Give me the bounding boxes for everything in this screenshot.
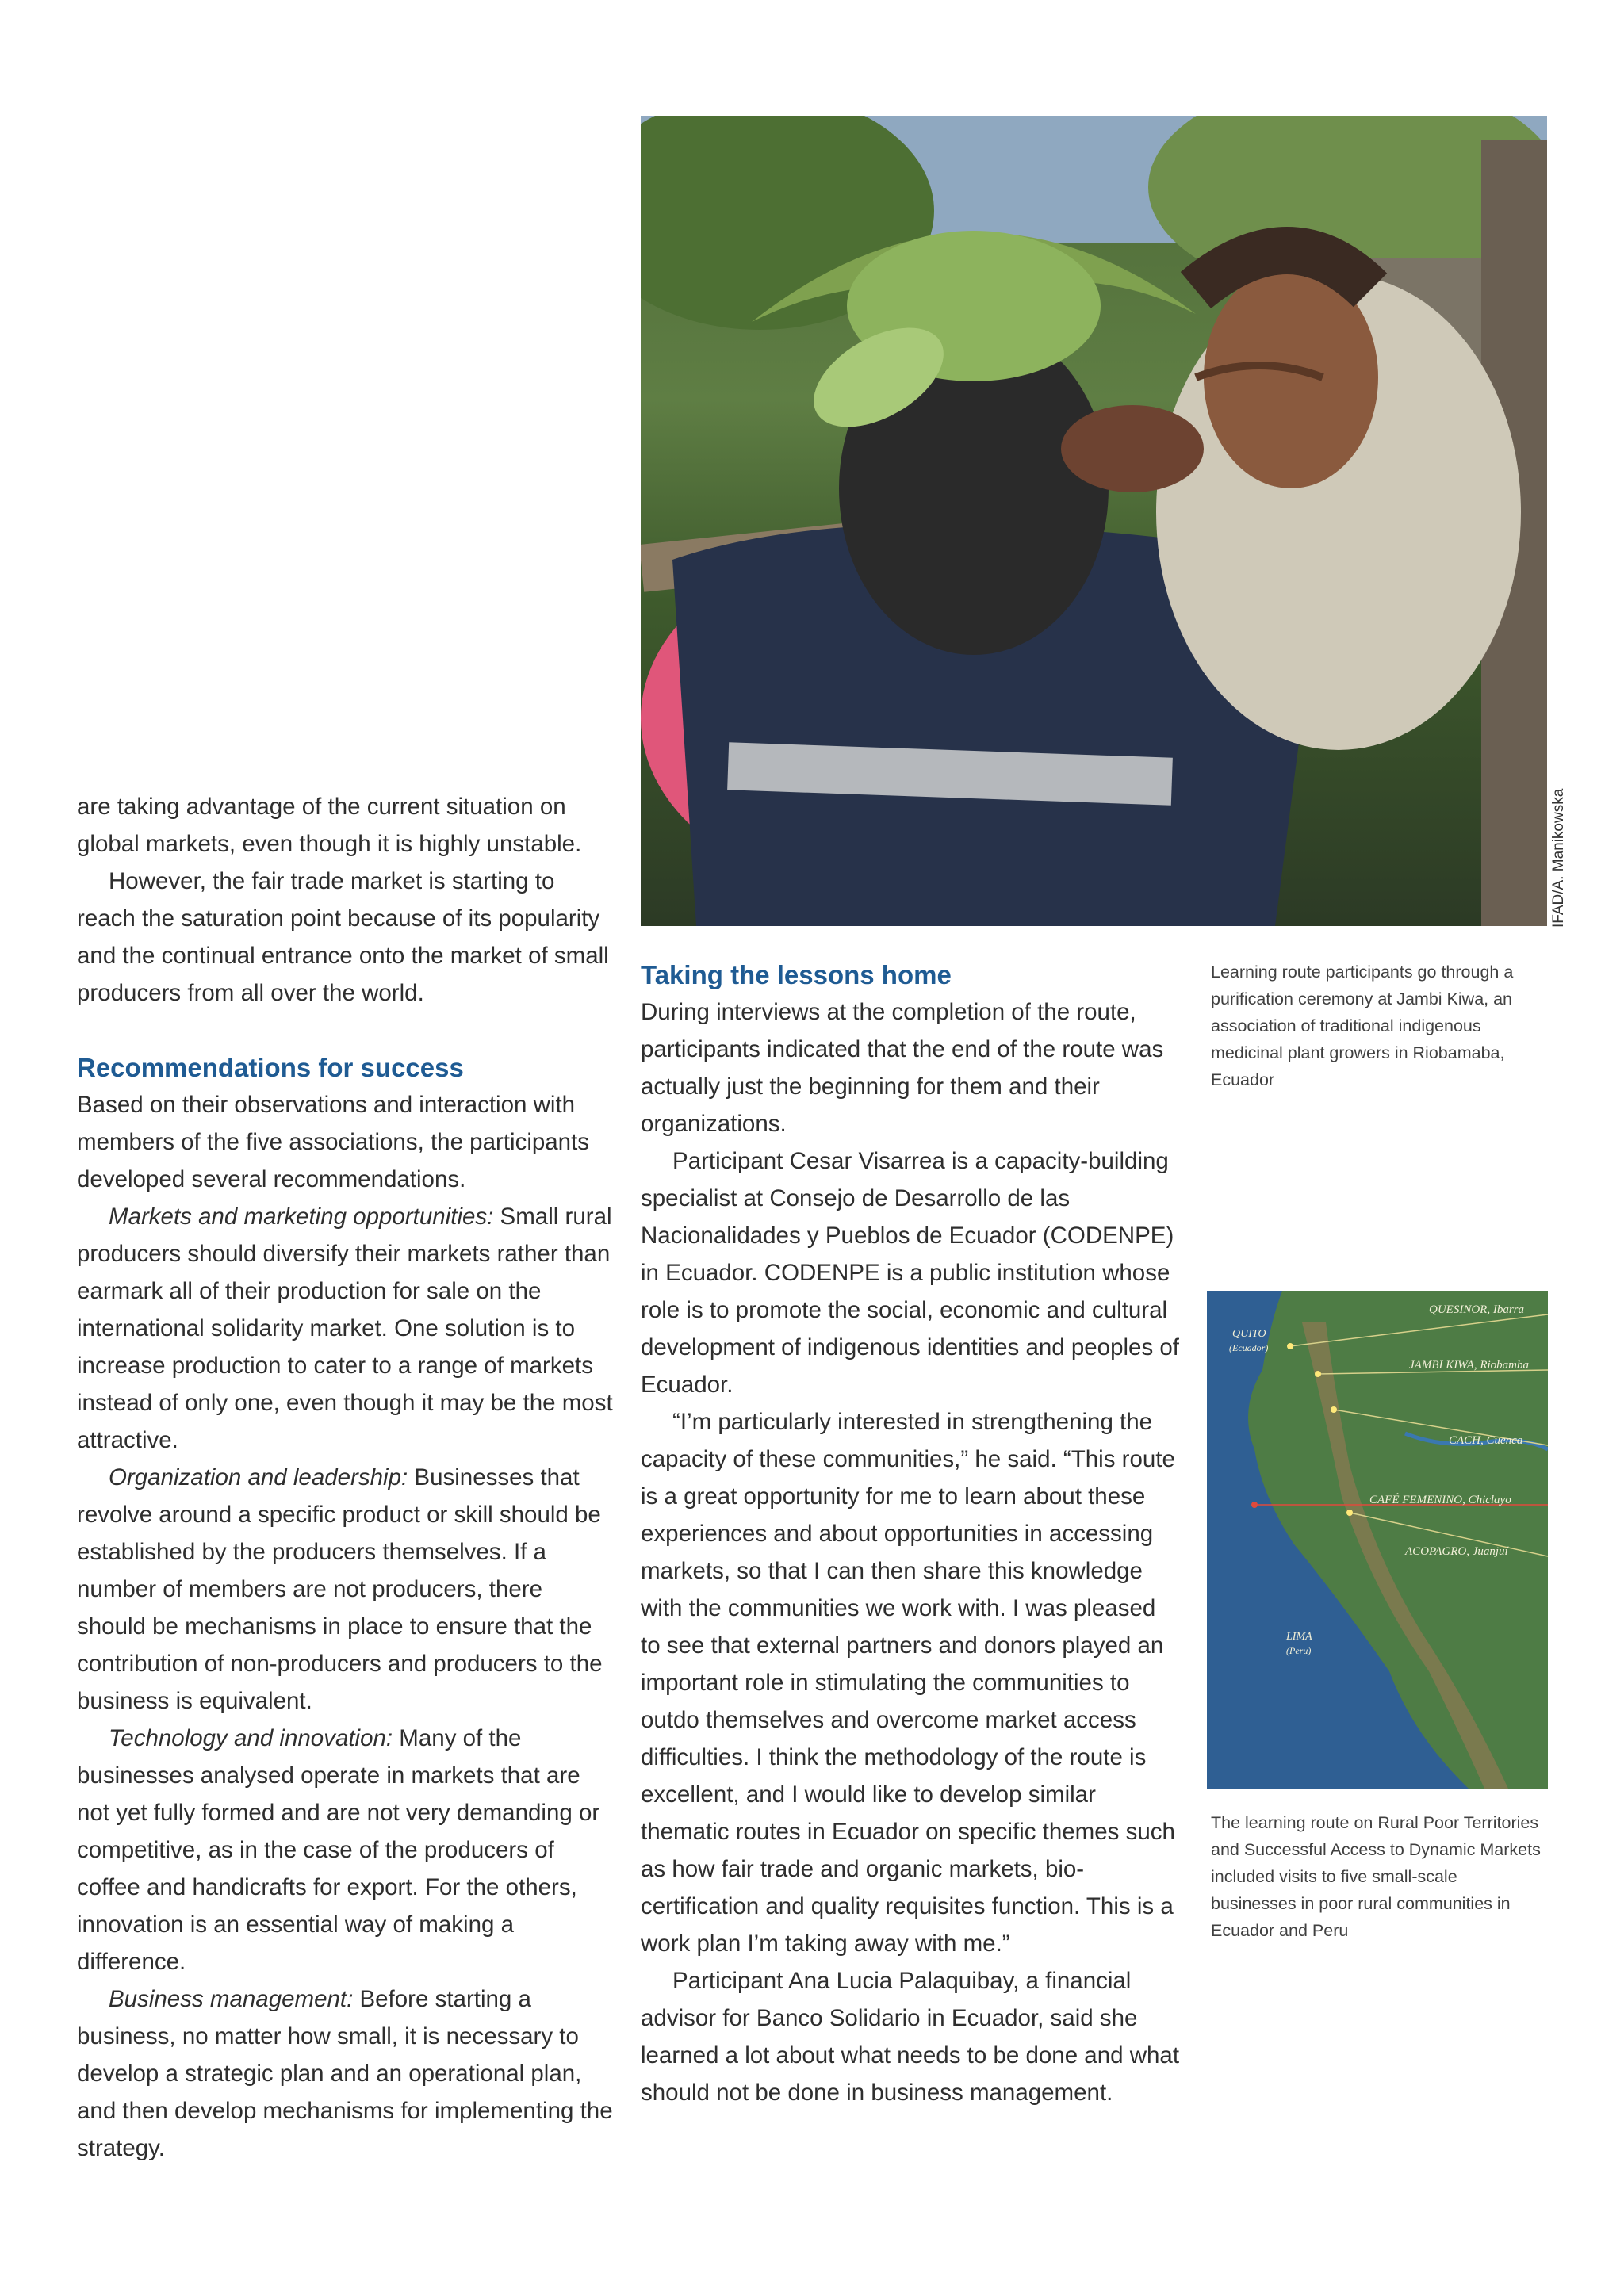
paragraph bbox=[77, 1198, 613, 1459]
paragraph: Based on their observations and interaction with members of the five associations, the participants developed several recommendations. bbox=[77, 1092, 590, 1192]
paragraph-text: Businesses that revolve around a specific product or skill should be established by the producers themselves. If a number of members are not producers, there should be mechanisms in place to ensure that the contribution of non-producers and producers to the business is equivalent. bbox=[77, 1464, 603, 1714]
lead-in: Organization and leadership: bbox=[109, 1464, 408, 1490]
route-map-graphic bbox=[1207, 1291, 1548, 1789]
map-label: JAMBI KIWA, Riobamba bbox=[1409, 1359, 1529, 1372]
section-heading: Taking the lessons home bbox=[641, 960, 952, 989]
lead-in: Technology and innovation: bbox=[109, 1725, 393, 1751]
paragraph: “I’m particularly interested in strengthening the capacity of these communities,” he said. “This route is a great opportunity for me to learn about these experiences and about opportunities in accessing markets, so that I can then share this knowledge with the communities we work with. I was pleased to see that external partners and donors played an important role in stimulating the communities to outdo themselves and overcome market access difficulties. I think the methodology of the route is excellent, and I would like to develop similar thematic routes in Ecuador on specific themes such as how fair trade and organic markets, bio-certification and quality requisites function. This is a work plan I’m taking away with me.” bbox=[641, 1409, 1175, 1957]
paragraph bbox=[77, 1720, 613, 1980]
paragraph: Participant Cesar Visarrea is a capacity-building specialist at Consejo de Desarrollo de las Nacionalidades y Pueblos de Ecuador (CODENPE) in Ecuador. CODENPE is a public institution whose role is to promote the social, economic and cultural development of indigenous identities and peoples of Ecuador. bbox=[641, 1148, 1179, 1398]
map-city-label: LIMA bbox=[1286, 1631, 1312, 1643]
map-caption: The learning route on Rural Poor Territories and Successful Access to Dynamic Markets included visits to five small-scale businesses in poor rural communities in Ecuador and Peru bbox=[1211, 1813, 1541, 1940]
lead-in: Business management: bbox=[109, 1986, 354, 2012]
lead-in: Markets and marketing opportunities: bbox=[109, 1203, 494, 1230]
map-city-label: QUITO bbox=[1232, 1328, 1266, 1340]
map-label: CAFÉ FEMENINO, Chiclayo bbox=[1369, 1494, 1511, 1506]
map-label: CACH, Cuenca bbox=[1449, 1434, 1523, 1447]
map-city-label: (Ecuador) bbox=[1229, 1342, 1269, 1353]
paragraph bbox=[77, 1459, 613, 1720]
photo-credit bbox=[1550, 777, 1574, 928]
paragraph: However, the fair trade market is starting to reach the saturation point because of its popularity and the continual entrance onto the market of small producers from all over the world. bbox=[77, 868, 609, 1006]
paragraph: are taking advantage of the current situation on global markets, even though it is highly unstable. bbox=[77, 794, 582, 857]
photo-caption: Learning route participants go through a purification ceremony at Jambi Kiwa, an association of traditional indigenous medicinal plant growers in Riobamaba, Ecuador bbox=[1211, 962, 1514, 1089]
map-label: QUESINOR, Ibarra bbox=[1429, 1303, 1524, 1316]
map-city-label: (Peru) bbox=[1286, 1645, 1312, 1656]
paragraph-text: Many of the businesses analysed operate in markets that are not yet fully formed and are not very demanding or competitive, as in the case of the producers of coffee and handicrafts for export. For the others, innovation is an essential way of making a difference. bbox=[77, 1725, 600, 1975]
section-heading: Recommendations for success bbox=[77, 1053, 464, 1082]
spacer bbox=[77, 1012, 613, 1049]
photo-credit-text: IFAD/A. Manikowska bbox=[1550, 788, 1567, 928]
middle-column bbox=[641, 956, 1180, 2111]
ceremony-photo bbox=[641, 116, 1547, 926]
paragraph: Participant Ana Lucia Palaquibay, a financial advisor for Banco Solidario in Ecuador, said she learned a lot about what needs to be done and what should not be done in business management. bbox=[641, 1968, 1180, 2106]
map-label: ACOPAGRO, Juanjuí bbox=[1405, 1545, 1508, 1558]
route-map bbox=[1207, 1291, 1548, 1789]
paragraph: During interviews at the completion of the route, participants indicated that the end of the route was actually just the beginning for them and their organizations. bbox=[641, 999, 1164, 1137]
paragraph bbox=[77, 1980, 613, 2167]
left-column bbox=[77, 788, 613, 2167]
paragraph-text: Small rural producers should diversify their markets rather than earmark all of their production for sale on the international solidarity market. One solution is to increase production to cater to a range of markets instead of only one, even though it may be the most attractive. bbox=[77, 1203, 613, 1453]
paragraph-text: Before starting a business, no matter how small, it is necessary to develop a strategic plan and an operational plan, and then develop mechanisms for implementing the strategy. bbox=[77, 1986, 613, 2161]
ceremony-illustration bbox=[641, 116, 1547, 926]
